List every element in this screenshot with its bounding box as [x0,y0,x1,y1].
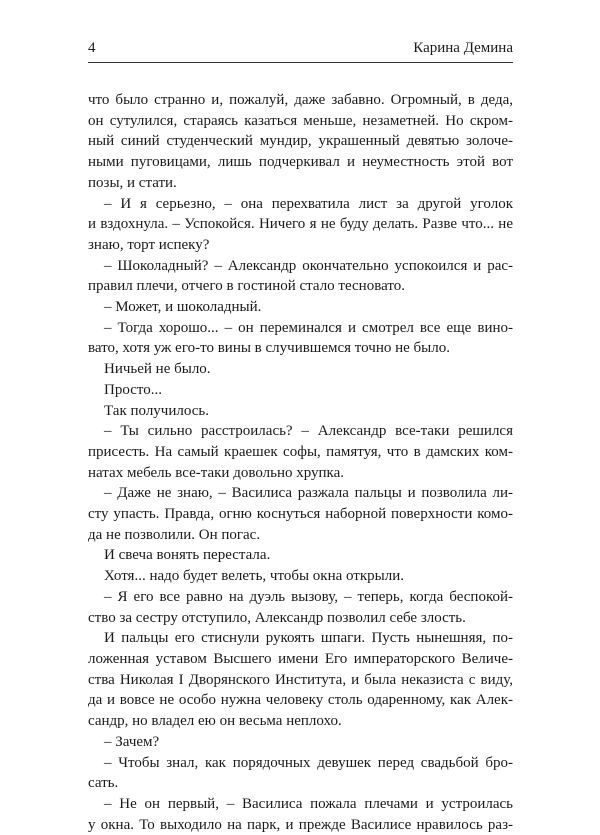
text-line: правил плечи, отчего в гостиной стало тесновато. [88,278,405,295]
text-line: и вздохнула. – Успокойся. Ничего я не буду делать. Разве что... не [88,216,513,233]
body-text [88,90,513,835]
running-head-author: Карина Демина [413,40,513,56]
text-line: сать. [88,775,119,792]
text-line: – Чтобы знал, как порядочных девушек перед свадьбой бро- [104,754,513,771]
text-line: да и вовсе не особо нужна человеку столь одаренному, как Алек- [88,692,513,709]
page-header [88,40,513,57]
text-line: И свеча вонять перестала. [104,547,271,564]
text-line: – Ты сильно расстроилась? – Александр все-таки решился [104,423,513,440]
text-line: сту упасть. Правда, огню коснуться наборной поверхности комо- [88,506,513,523]
text-line: – Может, и шоколадный. [104,299,262,316]
text-line: – Даже не знаю, – Василиса разжала пальцы и позволила ли- [104,485,513,502]
text-line: Хотя... надо будет велеть, чтобы окна открыли. [104,568,404,585]
text-line: Так получилось. [104,402,209,419]
text-line: – Не он первый, – Василиса пожала плечами и устроилась [104,795,513,812]
text-line: И пальцы его стиснули рукоять шпаги. Пусть нынешняя, по- [104,630,513,647]
text-line: присесть. На самый краешек софы, памятуя, что в дамских ком- [88,443,513,460]
text-line: – И я серьезно, – она перехватила лист за другой уголок [104,195,513,212]
text-line: – Тогда хорошо... – он переминался и смотрел все еще вино- [104,319,513,336]
text-line: он сутулился, стараясь казаться меньше, незаметней. Но скром- [88,112,513,129]
text-line: ство за сестру отступило, Александр позволил себе злость. [88,609,466,626]
text-line: у окна. То выходило на парк, и прежде Василисе нравилось раз- [88,816,513,833]
text-line: Просто... [104,381,162,398]
text-line: ными пуговицами, лишь подчеркивал и неуместность этой вот [88,154,513,171]
page-number: 4 [88,40,96,56]
text-line: – Шоколадный? – Александр окончательно успокоился и рас- [104,257,513,274]
text-line: – Я его все равно на дуэль вызову, – теперь, когда беспокой- [104,588,513,605]
text-line: ложенная уставом Высшего имени Его императорского Величе- [88,650,513,667]
header-rule [88,62,513,63]
text-line: что было странно и, пожалуй, даже забавно. Огромный, в деда, [88,92,513,108]
text-line: да не позволили. Он погас. [88,526,261,543]
text-line: Ничьей не было. [104,361,211,378]
text-line: натах мебель все-таки довольно хрупка. [88,464,345,481]
text-line: позы, и стати. [88,174,177,191]
text-line: ства Николая I Дворянского Института, и была неказиста с виду, [88,671,513,688]
text-line: сандр, но владел ею он весьма неплохо. [88,713,342,730]
text-line: вато, хотя уж его-то вины в случившемся точно не было. [88,340,450,357]
text-line: ный синий студенческий мундир, украшенный девятью золоче- [88,133,513,150]
text-line: – Зачем? [104,733,160,750]
text-line: знаю, торт испеку? [88,236,210,253]
